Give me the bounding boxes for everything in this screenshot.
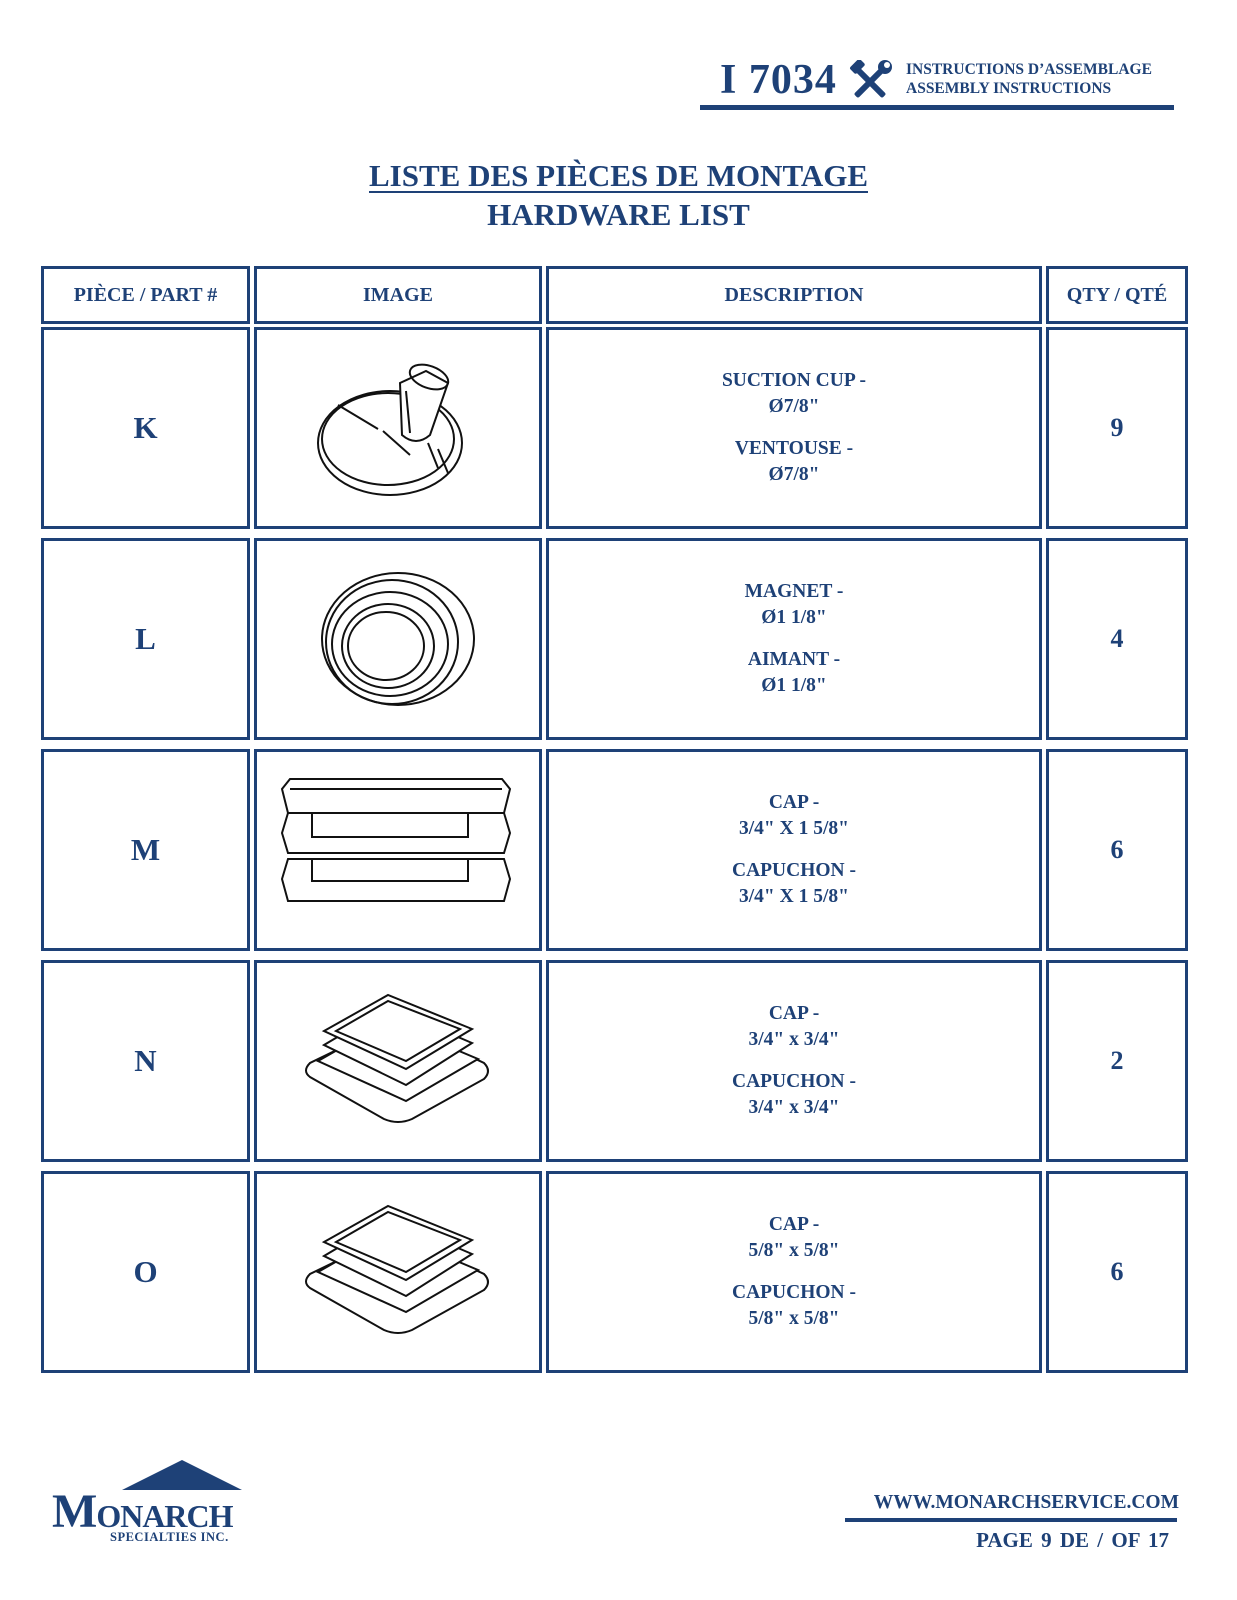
desc-en-size: 3/4" x 3/4" bbox=[748, 1029, 840, 1050]
desc-en-name: MAGNET - bbox=[744, 581, 844, 602]
part-image bbox=[254, 327, 542, 529]
footer-rule bbox=[845, 1518, 1177, 1522]
instructions-en: ASSEMBLY INSTRUCTIONS bbox=[906, 80, 1112, 97]
desc-en-size: Ø7/8" bbox=[768, 396, 820, 417]
instructions-fr: INSTRUCTIONS D’ASSEMBLAGE bbox=[906, 61, 1152, 78]
col-qty: QTY / QTÉ bbox=[1046, 266, 1188, 324]
part-description bbox=[546, 327, 1042, 529]
part-qty: 4 bbox=[1046, 538, 1188, 740]
part-qty: 6 bbox=[1046, 1171, 1188, 1373]
part-description bbox=[546, 1171, 1042, 1373]
rectangular-cap-icon bbox=[268, 775, 528, 925]
title-fr bbox=[0, 158, 1237, 194]
desc-fr-name: CAPUCHON - bbox=[731, 1282, 857, 1303]
table-row bbox=[41, 538, 1192, 740]
part-qty: 6 bbox=[1046, 749, 1188, 951]
website-link[interactable]: WWW.MONARCHSERVICE.COM bbox=[873, 1492, 1179, 1513]
col-image: IMAGE bbox=[254, 266, 542, 324]
square-cap-icon bbox=[288, 981, 508, 1141]
part-letter: O bbox=[41, 1171, 250, 1373]
part-image bbox=[254, 749, 542, 951]
part-letter: M bbox=[41, 749, 250, 951]
hammer-wrench-icon bbox=[848, 60, 892, 104]
desc-fr-name: VENTOUSE - bbox=[734, 438, 854, 459]
table-row bbox=[41, 1171, 1192, 1373]
square-cap-icon bbox=[288, 1192, 508, 1352]
desc-en-name: CAP - bbox=[768, 792, 820, 813]
part-qty: 2 bbox=[1046, 960, 1188, 1162]
desc-fr-size: 5/8" x 5/8" bbox=[748, 1308, 840, 1329]
desc-en-name: CAP - bbox=[768, 1003, 820, 1024]
desc-fr-size: Ø7/8" bbox=[768, 464, 820, 485]
title-en: HARDWARE LIST bbox=[487, 197, 750, 232]
header-rule bbox=[700, 105, 1174, 110]
desc-fr-size: 3/4" x 3/4" bbox=[748, 1097, 840, 1118]
desc-en-size: Ø1 1/8" bbox=[761, 607, 827, 628]
part-letter: L bbox=[41, 538, 250, 740]
table-row bbox=[41, 960, 1192, 1162]
desc-en-size: 5/8" x 5/8" bbox=[748, 1240, 840, 1261]
logo-initial: M bbox=[52, 1485, 97, 1538]
page-label: PAGE bbox=[976, 1528, 1033, 1552]
part-image bbox=[254, 1171, 542, 1373]
part-image bbox=[254, 960, 542, 1162]
part-description bbox=[546, 749, 1042, 951]
suction-cup-icon bbox=[298, 343, 498, 513]
magnet-icon bbox=[298, 554, 498, 724]
part-description bbox=[546, 538, 1042, 740]
col-part: PIÈCE / PART # bbox=[41, 266, 250, 324]
desc-fr-name: CAPUCHON - bbox=[731, 1071, 857, 1092]
part-letter: N bbox=[41, 960, 250, 1162]
desc-fr-size: Ø1 1/8" bbox=[761, 675, 827, 696]
table-header-row bbox=[41, 266, 1192, 324]
table-row bbox=[41, 327, 1192, 529]
header-instructions bbox=[906, 60, 1152, 98]
desc-en-name: CAP - bbox=[768, 1214, 820, 1235]
page-number: 9 bbox=[1041, 1528, 1052, 1552]
page-indicator bbox=[976, 1528, 1169, 1553]
part-qty: 9 bbox=[1046, 327, 1188, 529]
desc-en-size: 3/4" X 1 5/8" bbox=[739, 818, 849, 839]
col-description: DESCRIPTION bbox=[546, 266, 1042, 324]
page-of: DE / OF bbox=[1059, 1528, 1140, 1552]
part-letter: K bbox=[41, 327, 250, 529]
desc-fr-name: CAPUCHON - bbox=[731, 860, 857, 881]
logo-rest: ONARCH bbox=[96, 1498, 233, 1534]
part-description bbox=[546, 960, 1042, 1162]
page-total: 17 bbox=[1148, 1528, 1169, 1552]
document-code: I 7034 bbox=[720, 57, 837, 103]
desc-fr-name: AIMANT - bbox=[747, 649, 841, 670]
desc-en-name: SUCTION CUP - bbox=[721, 370, 867, 391]
part-image bbox=[254, 538, 542, 740]
table-row bbox=[41, 749, 1192, 951]
monarch-logo-subtitle: SPECIALTIES INC. bbox=[110, 1530, 229, 1544]
desc-fr-size: 3/4" X 1 5/8" bbox=[739, 886, 849, 907]
title-fr-text: LISTE DES PIÈCES DE MONTAGE bbox=[369, 158, 868, 193]
